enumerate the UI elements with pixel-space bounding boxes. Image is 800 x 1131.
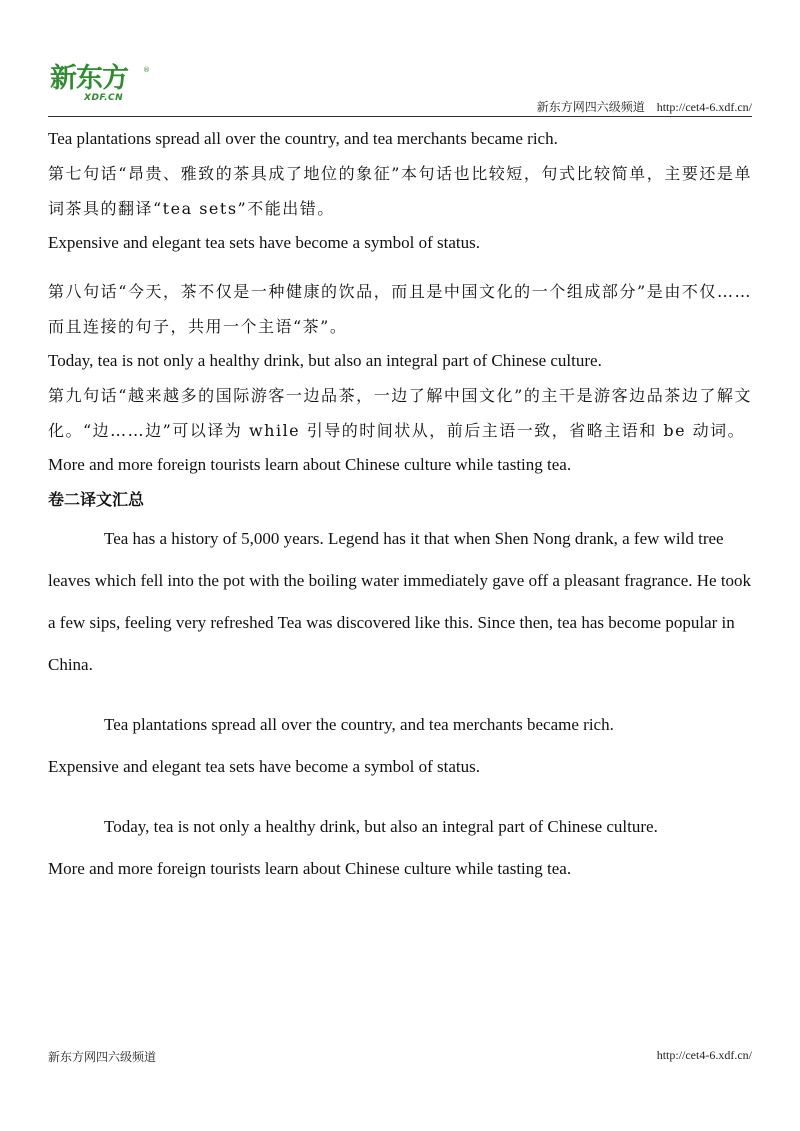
xdf-logo	[50, 64, 150, 108]
header-divider	[48, 116, 752, 117]
translation-paragraph-3-cont: More and more foreign tourists learn about Chinese culture while tasting tea.	[48, 859, 572, 878]
footer-url-link[interactable]: http://cet4-6.xdf.cn/	[656, 1048, 752, 1062]
logo-english-text: XDF.CN	[84, 93, 124, 103]
sentence-6-translation: Tea plantations spread all over the country, and tea merchants became rich.	[48, 129, 558, 148]
sentence-8-translation: Today, tea is not only a healthy drink, but also an integral part of Chinese culture.	[48, 351, 602, 370]
sentence-8-analysis: 第八句话“今天，茶不仅是一种健康的饮品，而且是中国文化的一个组成部分”是由不仅……而且连接的句子，共用一个主语“茶”。	[48, 282, 752, 336]
translation-paragraph-2-cont: Expensive and elegant tea sets have become a symbol of status.	[48, 757, 480, 776]
translation-paragraph-3: Today, tea is not only a healthy drink, but also an integral part of Chinese culture.	[104, 817, 658, 836]
footer-channel-name: 新东方网四六级频道	[48, 1050, 157, 1064]
document-body	[48, 122, 752, 890]
translation-paragraph-2: Tea plantations spread all over the country, and tea merchants became rich.	[104, 715, 614, 734]
header-channel-text: 新东方网四六级频道 http://cet4-6.xdf.cn/	[536, 100, 752, 114]
sentence-7-translation: Expensive and elegant tea sets have become a symbol of status.	[48, 233, 480, 252]
registered-mark: ®	[143, 66, 150, 74]
sentence-7-analysis: 第七句话“昂贵、雅致的茶具成了地位的象征”本句话也比较短，句式比较简单，主要还是单词茶具的翻译“tea sets”不能出错。	[48, 164, 752, 218]
section-heading: 卷二译文汇总	[48, 490, 145, 509]
logo-chinese-text: 新东方	[50, 63, 128, 94]
sentence-9-translation: More and more foreign tourists learn about Chinese culture while tasting tea.	[48, 455, 572, 474]
sentence-9-analysis: 第九句话“越来越多的国际游客一边品茶，一边了解中国文化”的主干是游客边品茶边了解文化。“边……边”可以译为 while 引导的时间状从，前后主语一致，省略主语和 be 动词。	[48, 386, 752, 440]
translation-paragraph-1: Tea has a history of 5,000 years. Legend has it that when Shen Nong drank, a few wild tree leaves which fell into the pot with the boiling water immediately gave off a pleasant fragrance. He took a few sips, feeling very refreshed Tea was discovered like this. Since then, tea has become popular in China.	[48, 529, 752, 674]
